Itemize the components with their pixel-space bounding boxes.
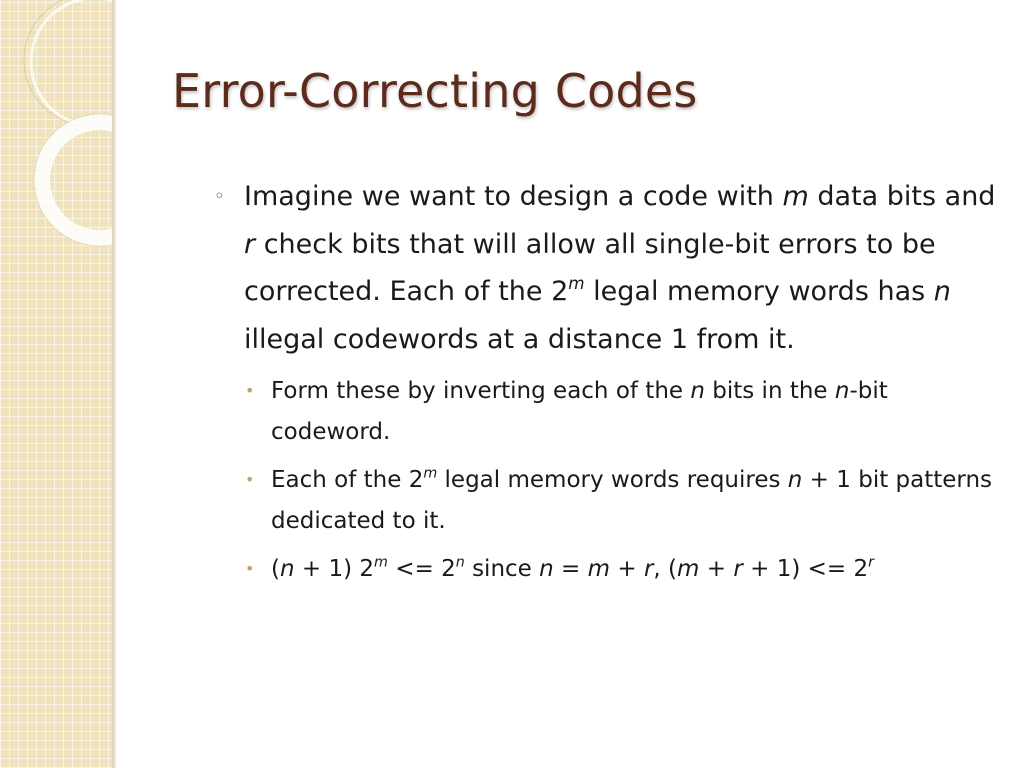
bullet-text: Imagine we want to design a code with m data bits and r check bits that will allow all single-bit errors to be corrected. Each of the 2$^m$ legal memory words has n illegal codewords at a distance 1 from it. <box>244 181 996 355</box>
sub-bullet-item <box>214 460 1004 541</box>
slide-content <box>214 173 1004 590</box>
sub-bullet-text: Form these by inverting each of the n bits in the n-bit codeword. <box>271 378 888 445</box>
sub-bullet-text: (n + 1) $2^m <= 2^n$ since n = m + r, $(m + r + 1) <= 2^r$ <box>271 554 874 582</box>
dot-bullet-icon: • <box>245 381 255 400</box>
sub-bullet-item <box>214 549 1004 590</box>
bullet-item <box>214 173 1004 363</box>
side-panel-edge <box>112 0 116 768</box>
dot-bullet-icon: • <box>245 559 255 578</box>
sub-bullet-text: Each of the 2$^m$ legal memory words requires n + 1 bit patterns dedicated to it. <box>271 465 993 534</box>
sub-bullet-item <box>214 371 1004 452</box>
open-circle-bullet-icon: ◦ <box>214 186 225 207</box>
slide-title: Error-Correcting Codes <box>172 64 698 118</box>
dot-bullet-icon: • <box>245 470 255 489</box>
decorative-side-panel <box>0 0 112 768</box>
decorative-rings <box>0 0 112 768</box>
